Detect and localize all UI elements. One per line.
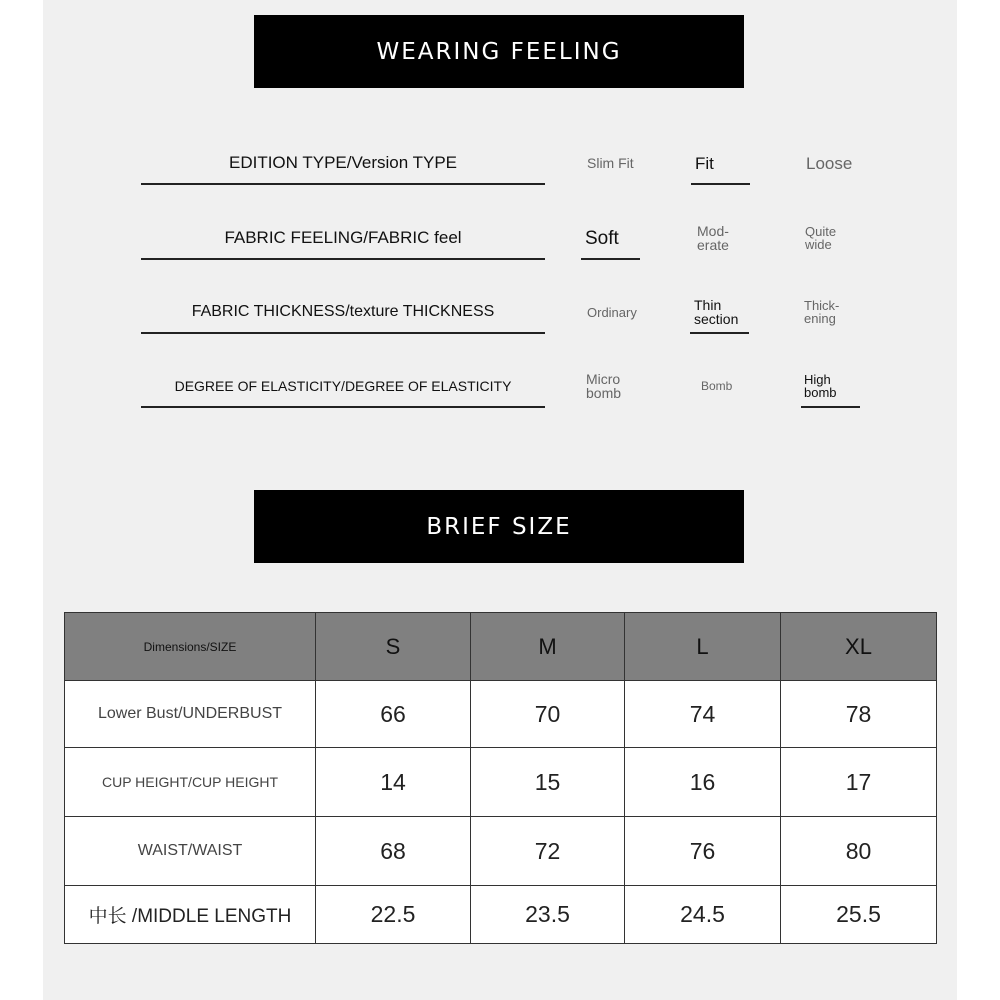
feeling-option-selected: Thin section [694,297,739,327]
feeling-option: Thick- ening [804,298,840,326]
wearing-feeling-title: WEARING FEELING [376,38,622,65]
feeling-row-underline [141,183,545,185]
dimensions-size-header: Dimensions/SIZE [65,613,316,681]
row-label: 中长 /MIDDLE LENGTH [65,886,316,944]
table-cell: 68 [316,817,471,886]
table-cell: 17 [781,748,937,817]
table-cell: 70 [471,681,625,748]
table-cell: 14 [316,748,471,817]
feeling-option: Bomb [701,379,733,393]
table-row [65,681,937,748]
feeling-row-label: FABRIC THICKNESS/texture THICKNESS [191,303,495,320]
table-cell: 76 [625,817,781,886]
row-label: CUP HEIGHT/CUP HEIGHT [65,748,316,817]
size-header-xl: XL [781,613,937,681]
table-cell: 72 [471,817,625,886]
brief-size-banner [254,490,744,563]
feeling-option-selected: Fit [695,153,714,173]
size-header-s: S [316,613,471,681]
selected-option-underline [691,183,750,185]
table-cell: 74 [625,681,781,748]
selected-option-underline [690,332,749,334]
feeling-row-fabric-thickness [141,295,861,355]
table-cell: 15 [471,748,625,817]
size-header-l: L [625,613,781,681]
feeling-row-fabric-feeling [141,221,861,281]
table-cell: 78 [781,681,937,748]
size-table [64,612,937,944]
feeling-option: Ordinary [587,304,637,320]
feeling-row-edition-type [141,146,861,206]
feeling-row-label: DEGREE OF ELASTICITY/DEGREE OF ELASTICITY [174,378,512,394]
table-cell: 66 [316,681,471,748]
table-cell: 16 [625,748,781,817]
row-label: WAIST/WAIST [65,817,316,886]
table-cell: 23.5 [471,886,625,944]
table-cell: 24.5 [625,886,781,944]
feeling-option-selected: High bomb [804,372,837,400]
size-header-m: M [471,613,625,681]
feeling-option: Mod- erate [697,223,729,253]
row-label: Lower Bust/UNDERBUST [65,681,316,748]
feeling-row-elasticity [141,369,861,429]
selected-option-underline [581,258,640,260]
feeling-row-label: EDITION TYPE/Version TYPE [228,153,457,172]
table-row [65,748,937,817]
feeling-option: Quite wide [805,224,837,252]
table-cell: 80 [781,817,937,886]
feeling-option: Micro bomb [586,371,622,401]
feeling-option: Loose [806,153,853,173]
feeling-option-selected: Soft [585,227,619,249]
feeling-row-underline [141,332,545,334]
feeling-row-label: FABRIC FEELING/FABRIC feel [224,228,462,247]
feeling-option: Slim Fit [587,155,634,171]
size-table-header-row [65,613,937,681]
table-row [65,817,937,886]
table-row [65,886,937,944]
feeling-row-underline [141,258,545,260]
feeling-row-underline [141,406,545,408]
table-cell: 22.5 [316,886,471,944]
table-cell: 25.5 [781,886,937,944]
selected-option-underline [801,406,860,408]
wearing-feeling-banner [254,15,744,88]
brief-size-title: BRIEF SIZE [426,513,572,540]
